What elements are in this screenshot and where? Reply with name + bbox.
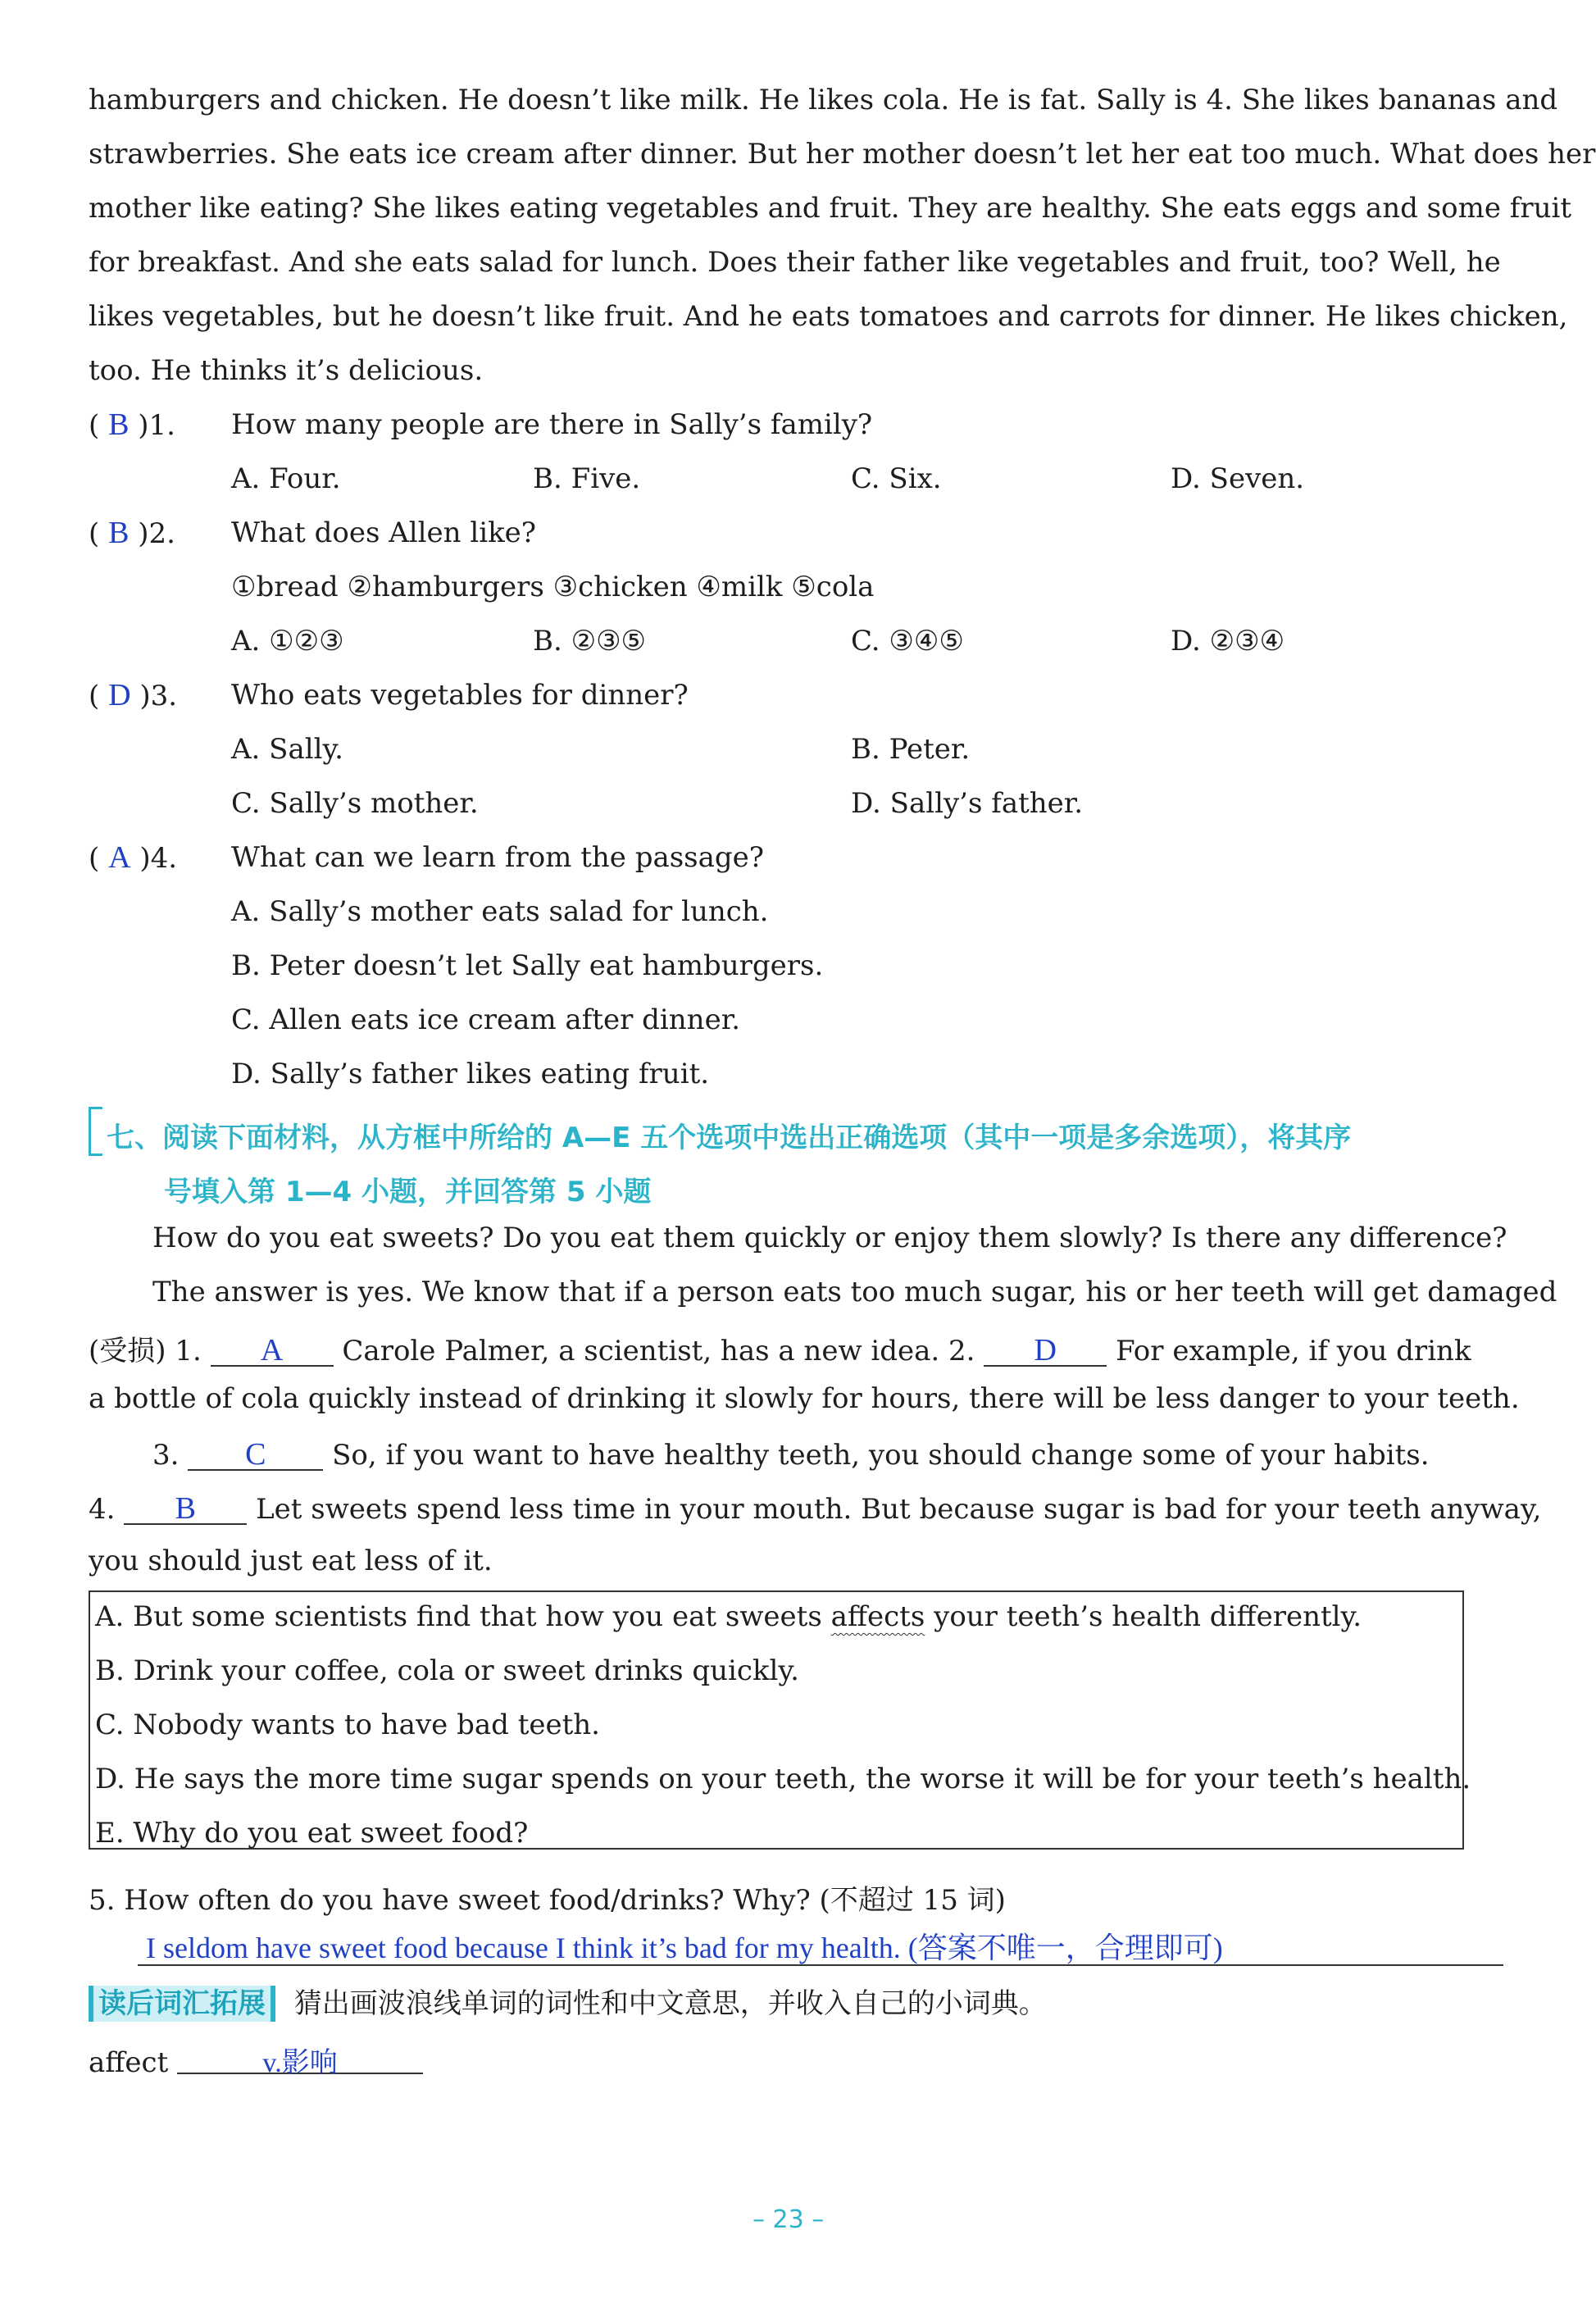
passage-line-4: for breakfast. And she eats salad for lunch. Does their father like vegetables and fruit, too? Well, he (89, 246, 1501, 279)
affects-word: affects (830, 1600, 925, 1633)
s7-para-line-7: you should just eat less of it. (89, 1545, 493, 1577)
s7-para-line-4: a bottle of cola quickly instead of drinking it slowly for hours, there will be less danger to your teeth. (89, 1382, 1520, 1415)
blank-4[interactable]: B (124, 1490, 247, 1525)
answer-4: A (108, 840, 131, 875)
question-4-stem: What can we learn from the passage? (231, 841, 765, 874)
vocab-answer-row (89, 2040, 423, 2079)
answer-line (138, 1964, 1503, 1966)
q3-option-b: B. Peter. (851, 733, 971, 766)
question-3: ( D )3. (89, 678, 178, 712)
q4-option-d: D. Sally’s father likes eating fruit. (231, 1058, 710, 1090)
q2-option-c: C. ③④⑤ (851, 625, 964, 658)
s7-para-line-1: How do you eat sweets? Do you eat them quickly or enjoy them slowly? Is there any difference? (152, 1222, 1507, 1254)
answer-2: B (108, 516, 130, 550)
q1-option-b: B. Five. (533, 462, 641, 495)
q1-option-c: C. Six. (851, 462, 942, 495)
answer-3: D (108, 678, 131, 712)
passage-line-1: hamburgers and chicken. He doesn’t like milk. He likes cola. He is fat. Sally is 4. She likes bananas and (89, 84, 1558, 116)
question-1-stem: How many people are there in Sally’s family? (231, 408, 873, 441)
question-5-answer: I seldom have sweet food because I think it’s bad for my health. (答案不唯一，合理即可) (146, 1932, 1223, 1964)
question-3-stem: Who eats vegetables for dinner? (231, 679, 689, 712)
blank-3[interactable]: C (188, 1436, 323, 1471)
q3-option-a: A. Sally. (231, 733, 343, 766)
s7-para-line-5: 3. C So, if you want to have healthy teeth, you should change some of your habits. (152, 1437, 1430, 1472)
blank-2[interactable]: D (984, 1332, 1107, 1367)
question-2: ( B )2. (89, 516, 175, 550)
passage-line-2: strawberries. She eats ice cream after dinner. But her mother doesn’t let her eat too much. What does her (89, 138, 1596, 171)
passage-line-3: mother like eating? She likes eating vegetables and fruit. They are healthy. She eats eggs and some fruit (89, 192, 1572, 225)
vocab-tag: 读后词汇拓展 (89, 1986, 275, 2022)
vocab-word: affect (89, 2046, 169, 2079)
section-7-heading-line-2: 号填入第 1—4 小题，并回答第 5 小题 (164, 1176, 652, 1208)
q2-option-d: D. ②③④ (1171, 625, 1285, 658)
box-option-b: B. Drink your coffee, cola or sweet drinks quickly. (95, 1654, 799, 1687)
q4-option-a: A. Sally’s mother eats salad for lunch. (231, 895, 769, 928)
passage-line-5: likes vegetables, but he doesn’t like fruit. And he eats tomatoes and carrots for dinner. He likes chicken, (89, 300, 1568, 333)
answer-1: B (108, 407, 130, 442)
section-7-heading-line-1: 七、阅读下面材料，从方框中所给的 A—E 五个选项中选出正确选项（其中一项是多余选项），将其序 (107, 1122, 1352, 1154)
q4-option-c: C. Allen eats ice cream after dinner. (231, 1003, 741, 1036)
vocab-row (89, 1981, 1047, 2021)
vocab-blank[interactable]: v.影响 (177, 2040, 423, 2074)
s7-para-line-6: 4. B Let sweets spend less time in your mouth. But because sugar is bad for your teeth anyway, (89, 1491, 1542, 1526)
question-5: 5. How often do you have sweet food/drinks? Why? (不超过 15 词) (89, 1884, 1006, 1917)
blank-1[interactable]: A (211, 1332, 334, 1367)
question-1: ( B )1. (89, 407, 175, 442)
q1-option-a: A. Four. (231, 462, 341, 495)
q3-option-d: D. Sally’s father. (851, 787, 1084, 820)
heading-bracket (89, 1107, 102, 1156)
q2-items: ①bread ②hamburgers ③chicken ④milk ⑤cola (231, 571, 875, 603)
page-number: – 23 – (753, 2205, 825, 2234)
vocab-instruction: 猜出画波浪线单词的词性和中文意思，并收入自己的小词典。 (293, 1987, 1047, 2020)
q4-option-b: B. Peter doesn’t let Sally eat hamburgers. (231, 949, 824, 982)
box-option-c: C. Nobody wants to have bad teeth. (95, 1709, 600, 1741)
box-option-d: D. He says the more time sugar spends on your teeth, the worse it will be for your teeth’s health. (95, 1763, 1471, 1795)
q1-option-d: D. Seven. (1171, 462, 1305, 495)
passage-line-6: too. He thinks it’s delicious. (89, 354, 484, 387)
box-option-e: E. Why do you eat sweet food? (95, 1817, 529, 1850)
question-4: ( A )4. (89, 840, 178, 875)
box-option-a: A. But some scientists find that how you eat sweets affects your teeth’s health differently. (95, 1600, 1362, 1633)
s7-para-line-3: (受损) 1. A Carole Palmer, a scientist, has a new idea. 2. D For example, if you drink (89, 1333, 1471, 1367)
q2-option-b: B. ②③⑤ (533, 625, 647, 658)
q2-option-a: A. ①②③ (231, 625, 344, 658)
q3-option-c: C. Sally’s mother. (231, 787, 479, 820)
question-2-stem: What does Allen like? (231, 516, 537, 549)
s7-para-line-2: The answer is yes. We know that if a person eats too much sugar, his or her teeth will get damaged (152, 1276, 1557, 1308)
